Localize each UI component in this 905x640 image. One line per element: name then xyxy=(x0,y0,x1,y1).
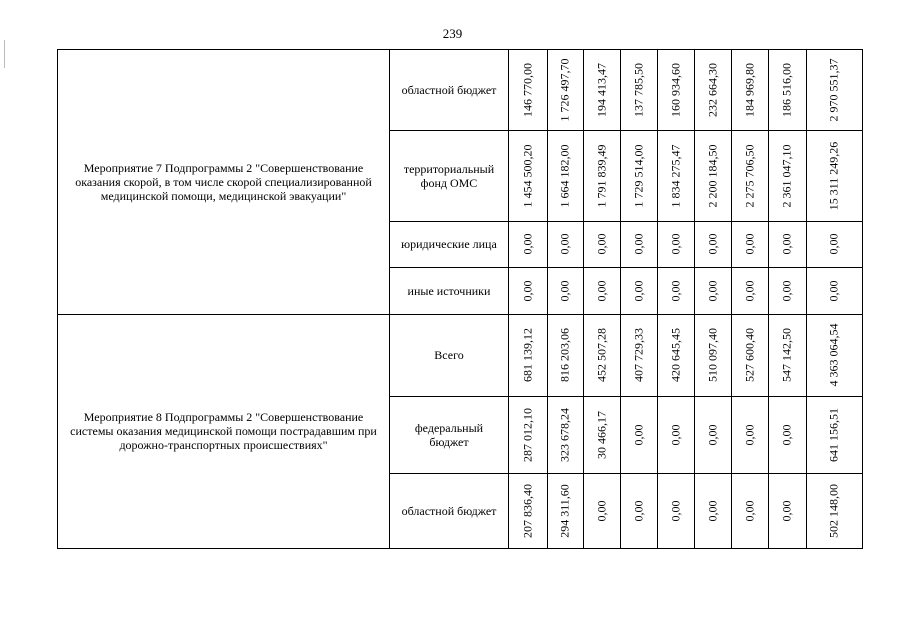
amount-value: 0,00 xyxy=(705,280,719,301)
amount-value: 0,00 xyxy=(779,500,794,521)
amount-value: 287 012,10 xyxy=(520,407,534,462)
amount-value: 2 275 706,50 xyxy=(742,144,756,207)
amount-value: 0,00 xyxy=(557,233,572,255)
amount-value: 0,00 xyxy=(779,280,794,301)
amount-value: 323 678,24 xyxy=(557,407,572,462)
amount-value: 294 311,60 xyxy=(557,483,572,538)
column-border xyxy=(731,49,732,549)
amount-value: 0,00 xyxy=(557,280,572,301)
amount-value: 420 645,45 xyxy=(668,328,682,382)
amount-value: 0,00 xyxy=(742,280,756,301)
funding-source-label: территориальный фонд ОМС xyxy=(403,161,495,190)
amount-value: 816 203,06 xyxy=(557,328,572,382)
amount-value: 186 516,00 xyxy=(779,62,794,117)
amount-value: 0,00 xyxy=(705,500,719,521)
amount-value: 0,00 xyxy=(668,233,682,255)
amount-value: 0,00 xyxy=(594,500,608,521)
column-border xyxy=(862,49,863,549)
amount-value: 1 834 275,47 xyxy=(668,144,682,207)
amount-value: 0,00 xyxy=(668,280,682,301)
amount-value: 15 311 249,26 xyxy=(826,141,841,210)
amount-value: 1 726 497,70 xyxy=(557,58,572,121)
amount-value: 207 836,40 xyxy=(520,483,534,538)
amount-value: 0,00 xyxy=(520,280,534,301)
amount-value: 4 363 064,54 xyxy=(826,323,841,387)
funding-source-label: областной бюджет xyxy=(401,82,497,97)
measure-name: Мероприятие 8 Подпрограммы 2 "Совершенствование системы оказания медицинской помощи пострадавшим при дорожно-транспортных происшествиях" xyxy=(70,410,377,452)
amount-value: 194 413,47 xyxy=(594,62,608,117)
amount-value: 0,00 xyxy=(826,233,841,255)
amount-value: 0,00 xyxy=(742,500,756,521)
amount-value: 184 969,80 xyxy=(742,62,756,117)
amount-value: 0,00 xyxy=(594,233,608,255)
column-border xyxy=(657,49,658,549)
amount-value: 0,00 xyxy=(826,280,841,301)
amount-value: 0,00 xyxy=(705,424,719,445)
amount-value: 1 729 514,00 xyxy=(631,144,645,207)
row-border xyxy=(57,548,863,549)
column-border xyxy=(547,49,548,549)
funding-source-label: юридические лица xyxy=(401,237,497,251)
column-border xyxy=(694,49,695,549)
amount-value: 452 507,28 xyxy=(594,328,608,382)
amount-value: 0,00 xyxy=(705,233,719,255)
amount-value: 0,00 xyxy=(631,424,645,445)
amount-value: 547 142,50 xyxy=(779,328,794,382)
amount-value: 0,00 xyxy=(742,424,756,445)
funding-source-label: федеральный бюджет xyxy=(414,420,484,449)
amount-value: 407 729,33 xyxy=(631,328,645,382)
amount-value: 681 139,12 xyxy=(520,328,534,382)
column-border xyxy=(620,49,621,549)
amount-value: 0,00 xyxy=(779,233,794,255)
amount-value: 30 466,17 xyxy=(594,410,608,459)
amount-value: 1 454 500,20 xyxy=(520,144,534,207)
amount-value: 232 664,30 xyxy=(705,62,719,117)
amount-value: 1 664 182,00 xyxy=(557,144,572,207)
amount-value: 0,00 xyxy=(631,500,645,521)
amount-value: 2 970 551,37 xyxy=(826,58,841,121)
amount-value: 137 785,50 xyxy=(631,62,645,117)
amount-value: 502 148,00 xyxy=(826,483,841,538)
amount-value: 0,00 xyxy=(631,280,645,301)
amount-value: 0,00 xyxy=(594,280,608,301)
page-number: 239 xyxy=(442,26,463,41)
amount-value: 2 361 047,10 xyxy=(779,144,794,207)
amount-value: 146 770,00 xyxy=(520,62,534,117)
amount-value: 0,00 xyxy=(742,233,756,255)
column-border xyxy=(806,49,807,549)
margin-mark xyxy=(4,40,5,68)
amount-value: 0,00 xyxy=(668,500,682,521)
measure-name: Мероприятие 7 Подпрограммы 2 "Совершенствование оказания скорой, в том числе скорой специализированной медицинской помощи, медицинской эвакуации" xyxy=(75,160,372,203)
column-border xyxy=(768,49,769,549)
column-border xyxy=(583,49,584,549)
funding-source-label: областной бюджет xyxy=(401,503,497,518)
funding-source-label: Всего xyxy=(434,348,464,362)
amount-value: 2 200 184,50 xyxy=(705,144,719,207)
amount-value: 1 791 839,49 xyxy=(594,144,608,207)
amount-value: 0,00 xyxy=(779,424,794,445)
amount-value: 527 600,40 xyxy=(742,328,756,382)
amount-value: 0,00 xyxy=(631,233,645,255)
funding-source-label: иные источники xyxy=(407,283,491,298)
amount-value: 510 097,40 xyxy=(705,328,719,382)
amount-value: 641 156,51 xyxy=(826,407,841,462)
column-border xyxy=(508,49,509,549)
amount-value: 0,00 xyxy=(668,424,682,445)
amount-value: 160 934,60 xyxy=(668,62,682,117)
amount-value: 0,00 xyxy=(520,233,534,255)
